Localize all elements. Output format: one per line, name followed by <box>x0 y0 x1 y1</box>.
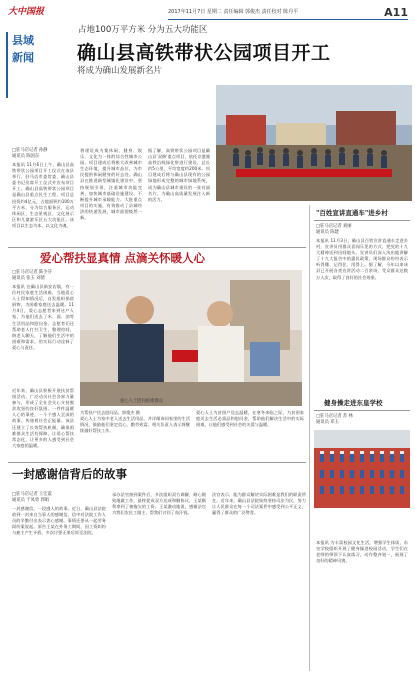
lead-col-1: 本报讯 11月6日上午，确山县高铁带状公园项目开工仪式在该县举行。驻马店市委常委、确山县委书记出席开工仪式并宣布项目开工。确山县高铁带状公园项目是确山县重点民生工程，项目总投资约4亿元，占地面积约100万平方米，分为综合服务区、运动休闲区、生态景观区、文化展示区和儿童游乐区五大功能区。该项目以生态为本，以文化为魂， <box>12 162 74 228</box>
lead-photo <box>216 85 412 201</box>
paper-name: 大中国报 <box>8 7 45 17</box>
lead-byline: □驻马店记者 孙静 通讯员 陈国东 <box>12 148 48 159</box>
charity-visit-image <box>80 270 302 406</box>
thanks-headline: 一封感谢信背后的故事 <box>12 467 127 481</box>
lead-divider <box>8 247 306 248</box>
love-divider <box>8 462 306 463</box>
side-bottom-body: 本报讯 为丰富校园文化生活，增强学生体质，东皇学校组织开展了健身操进校园活动，学生们在老师的带领下认真练习，动作整齐划一，展现了良好的精神风貌。 <box>316 540 408 564</box>
lead-kicker: 占地100万平方米 分为五大功能区 <box>78 25 208 35</box>
thanks-col-2: 承办法官接到案件后，多次组织双方调解，耐心细致地做工作，最终促成双方达成和解协议，王某顺利拿到了被拖欠的工资。王某激动地说，感谢法官为我们农民工做主，帮我们讨回了血汗钱。 <box>112 492 206 516</box>
date-line <box>168 8 408 18</box>
date-text: 2017年11月7日 星期二 责任编辑 郭俊杰 责任校对 陈丹平 <box>168 9 299 15</box>
love-photo-caption: 爱心人士慰问困难群众 <box>120 399 163 404</box>
section-label <box>6 32 46 98</box>
side-top-rule <box>314 220 410 221</box>
love-below-col-1: 为帮扶户送去慰问品。郭俊杰 摄 爱心人士为家中老人送去生活用品，并详细询问家里的生活情况，鼓励他们坚定信心，勤劳致富。相关负责人表示将继续做好帮扶工作。 <box>80 410 190 434</box>
section-line-1: 县域 <box>12 34 34 47</box>
side-top-headline: "百姓宣讲直通车"进乡村 <box>316 209 388 217</box>
students-exercise-image <box>314 430 410 508</box>
page-number: A11 <box>384 6 408 19</box>
love-below-col-2: 爱心人士为贫困户送去温暖，在寒冬来临之际，为贫困家庭送去生活必需品和慰问金，帮助他们解决生活中的实际困难，让他们感受到社会的关爱与温暖。 <box>196 410 304 428</box>
love-byline: □驻马店记者 陈少芬 通讯员 张玉 刘倩 <box>12 270 52 281</box>
side-divider <box>309 205 310 671</box>
thanks-col-1: 一封感谢信，一段感人的故事。近日，确山县法院收到一封来自当事人的感谢信，信中对法院工作人员的辛勤付出表示衷心感谢。事情还要从一起劳务纠纷案说起。原告王某在外务工期间，因工资纠纷与雇主产生矛盾，多次讨要无果后诉至法院。 <box>12 506 106 536</box>
lead-col-3: 据了解，高铁带状公园项目是确山县'双修'重点项目，依托京港澳高铁沿线绿化带进行建设，总长约5公里，平均宽度约200米。项目建成后将与确山县现有的公园绿地形成完整的城市绿地系统，成为确山县城市建设的一张亮丽名片，为确山高质量发展注入新的活力。 <box>148 148 210 202</box>
thanks-byline: □驻马店记者 王宏震 通讯员 于凤勇 郭娟 <box>12 492 52 503</box>
side-bottom-headline: 健身操走进东皇学校 <box>324 399 383 407</box>
top-rule <box>168 19 408 20</box>
side-bottom-photo <box>314 430 410 508</box>
love-col-1: 本报讯 在确山县新安店镇，有一位村民家庭生活困难，当地爱心人士得知情况后，自发组织捐款捐物，为困难家庭送去温暖。11月4日，爱心志愿者来到这户人家，为他们送去了米、面、油等生活用品和慰问金。志愿者们还帮助老人打扫卫生，整理房间，陪老人聊天，了解他们生活中的困难和需求，用实际行动诠释了爱心与责任。 <box>12 284 74 350</box>
love-col-2: 近年来，确山县积极开展扶贫帮困活动，广泛动员社会各界力量参与，形成了全社会关心支持脱贫攻坚的良好氛围。一件件温暖人心的事迹，一个个感人至深的故事，传递着社会正能量。该县还建立了长效帮扶机制，确保困难群众生活有保障，让爱心帮扶常态化，让更多的人感受到社会大家庭的温暖。 <box>12 388 74 448</box>
lead-subhead: 将成为确山发展新名片 <box>77 66 163 76</box>
construction-scene-image <box>216 85 412 201</box>
side-top-body: 本报讯 11月3日，确山县百姓宣讲直通车走进乡村，宣讲员用群众喜闻乐见的方式，把党的十九大精神送到田间地头。宣讲员们深入浅出地讲解了十九大报告中的惠民政策，现场群众纷纷表示听得懂、记得住、用得上。据了解，今年以来该县已开展各类宣讲活动二百余场，受众群众达数万人次，取得了良好的社会效果。 <box>316 238 408 280</box>
love-photo <box>80 270 302 406</box>
thanks-col-3: 法官表示，能为群众解决实际困难是我们的职责所在。近年来，确山县法院始终坚持司法为民，努力让人民群众在每一个司法案件中感受到公平正义，赢得了群众的广泛赞誉。 <box>212 492 306 516</box>
lead-headline: 确山县高铁带状公园项目开工 <box>77 42 331 64</box>
side-top-byline: □驻马店记者 刘丽 通讯员 陈建 <box>316 224 352 235</box>
section-line-2: 新闻 <box>12 51 34 64</box>
side-bottom-byline: □驻马店记者 苏 林 通讯员 邓玉 <box>316 414 353 425</box>
lead-col-2: 将建设成为集休闲、健身、娱乐、文化为一体的综合性城市公园。项目建成后将极大改善城市生态环境，提升城市品位，为市民提供休闲健身的好去处。确山县在推进新型城镇化建设中，坚持规划引领，注重城市功能完善，加快城市基础设施建设，不断提升城市承载能力。大批重点项目的实施，有效推动了县域经济的快速发展，城市面貌焕然一新。 <box>80 148 142 221</box>
love-headline: 爱心帮扶显真情 点滴关怀暖人心 <box>40 251 206 265</box>
side-bottom-rule <box>314 410 410 411</box>
